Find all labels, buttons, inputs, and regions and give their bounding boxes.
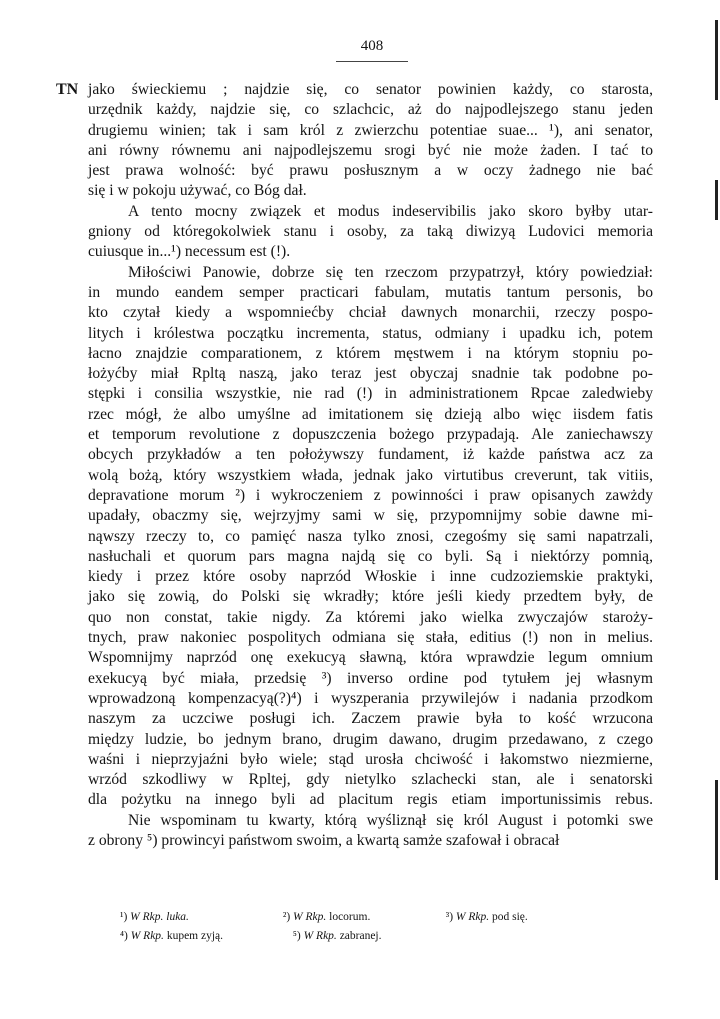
footnote-source: W Rkp. (303, 930, 337, 942)
text-line: Wspomnijmy naprzód onę exekucyą sławną, która wprawdzie legum omnium (88, 649, 653, 667)
footnote-text: kupem zyją. (166, 930, 224, 942)
footnote-mark: ²) (282, 911, 291, 923)
footnote-mark: ⁴) (120, 930, 128, 942)
text-line: kto czytał kiedy a wspomniećby chciał dawnych monarchii, rzeczy pospo- (88, 304, 653, 322)
text-line: rzec mógł, że albo umyślne ad imitationem się dzieją albo więc iisdem fatis (88, 405, 653, 423)
text-line: A tento mocny związek et modus indeservibilis jako skoro byłby utar- (128, 202, 653, 220)
text-line: łacno znajdzie comparationem, z którem męstwem i na którym stopniu po- (88, 344, 653, 362)
text-line: urzędnik każdy, najdzie się, co szlachcic, aż do najpodlejszego stanu jeden (88, 101, 653, 119)
text-line: waśni i nieprzyjaźni było wiele; stąd urosła chciwość i łakomstwo niezmierne, (88, 750, 653, 768)
text-line: litych i królestwa początku incrementa, status, odmiany i upadku ich, potem (88, 324, 653, 342)
footnote-row-2 (120, 927, 600, 946)
footnote-row-1 (120, 908, 600, 927)
scan-edge-mark (715, 780, 718, 880)
footnote-text: zabranej. (339, 930, 382, 942)
scan-edge-mark (715, 180, 718, 220)
text-line: in mundo eandem semper practicari fabulam, mutatis tantum personis, bo (88, 283, 653, 301)
text-line: exekucyą być miała, przedsię ³) inverso ordine pod tytułem jej własnym (88, 669, 653, 687)
text-line: gniony od któregokolwiek stanu i osoby, za taką diwizyą Ludovici memoria (88, 223, 653, 241)
text-line: naszym za uczciwe posługi ich. Zaczem prawie była to kość wrzucona (88, 710, 653, 728)
footnotes (120, 908, 600, 946)
text-line: z obrony ⁵) prowincyi państwom swoim, a kwartą samże szafował i obracał (88, 831, 560, 849)
text-line: ani równy równemu ani najpodlejszemu srogi być nie może żaden. I tać to (88, 141, 653, 159)
footnote-source: W Rkp. (293, 911, 327, 923)
text-line: łożyćby miał Rpltą naszą, jako teraz jest obyczaj snadnie tak podobne po- (88, 365, 653, 383)
text-line: stępki i consilia wszystkie, nie rad (!) in administrationem Rpcae zaledwieby (88, 385, 653, 403)
footnote-2 (283, 908, 443, 927)
footnote-source: W Rkp. (130, 911, 164, 923)
footnote-4 (120, 927, 290, 946)
text-line: nąwszy rzeczy to, co pamięć nasza tylko znosi, czegośmy się sami napatrzali, (88, 527, 653, 545)
text-line: jako świeckiemu ; najdzie się, co senator powinien każdy, co starosta, (88, 81, 653, 98)
text-line: quo non constat, takie nigdy. Za któremi jako wielka zwyczajów staroży- (88, 608, 653, 626)
footnote-source: W Rkp. (130, 930, 164, 942)
text-line: Nie wspominam tu kwarty, którą wyśliznął się król August i potomki swe (128, 811, 653, 829)
text-line: et temporum revolutione z dopuszczenia bożego przypadają. Ale zaniechawszy (88, 426, 653, 444)
footnote-3 (446, 908, 528, 927)
footnote-1 (120, 908, 280, 927)
text-line: jako się zowią, do Polski się wkradły; które jeśli kiedy przedtem były, de (88, 588, 653, 606)
text-line: drugiemu winien; tak i sam król z zwierzchu potentiae suae... ¹), ani senator, (88, 121, 653, 139)
footnote-mark: ¹) (120, 911, 128, 923)
text-line: dla pożytku na innego byli ad placitum regis etiam importunissimis rebus. (88, 791, 653, 809)
text-line: nasłuchali et quorum pars magna najdą się co byli. Są i niektórzy pomnią, (88, 547, 653, 565)
text-line: upadały, obaczmy się, wejrzyjmy sami w się, przypomnijmy sobie dawne mi- (88, 507, 653, 525)
footnote-text: luka. (166, 911, 189, 923)
page-number: 408 (360, 38, 384, 54)
footnote-5 (293, 927, 382, 946)
footnote-mark: ⁵) (292, 930, 301, 942)
text-line: tnych, praw nakoniec pospolitych odmiana się stała, editius (!) non in melius. (88, 629, 653, 647)
text-line: wprowadzoną kompenzacyą(?)⁴) i wyszperania przywilejów i nadania przodkom (88, 689, 653, 707)
body-text (88, 80, 653, 851)
footnote-text: pod się. (492, 911, 528, 923)
text-line: jest prawa wolność: być prawu posłusznym a w oczy żadnego nie bać (88, 162, 653, 180)
text-line: kiedy i przez które osoby naprzód Włoskie i inne cudzoziemskie praktyki, (88, 568, 653, 586)
text-line: się i w pokoju używać, co Bóg dał. (88, 182, 307, 200)
text-line: depravatione morum ²) i wykroczeniem z powinności i praw opisanych zawżdy (88, 486, 653, 504)
footnote-text: locorum. (329, 911, 371, 923)
text-line: Miłościwi Panowie, dobrze się ten rzeczom przypatrzył, który powiedział: (128, 263, 653, 281)
text-line: wrzód szkodliwy w Rpltej, gdy nietylko szlachecki stan, ale i senatorski (88, 771, 653, 789)
text-line: cuiusque in...¹) necessum est (!). (88, 243, 291, 261)
page-number-rule (336, 61, 408, 62)
text-line: wolą bożą, który wszystkiem włada, jednak jako virtutibus creverunt, tak vitiis, (88, 466, 653, 484)
text-line: obcych przykładów a ten położywszy fundament, iż każde państwa acz za (88, 446, 653, 464)
footnote-mark: ³) (445, 911, 454, 923)
scan-edge-mark (715, 20, 718, 100)
text-line: między ludzie, bo jednym brano, drugim dawano, drugim przedawano, z czego (88, 730, 653, 748)
footnote-source: W Rkp. (455, 911, 490, 923)
manuscript-siglum: TN (56, 81, 79, 98)
